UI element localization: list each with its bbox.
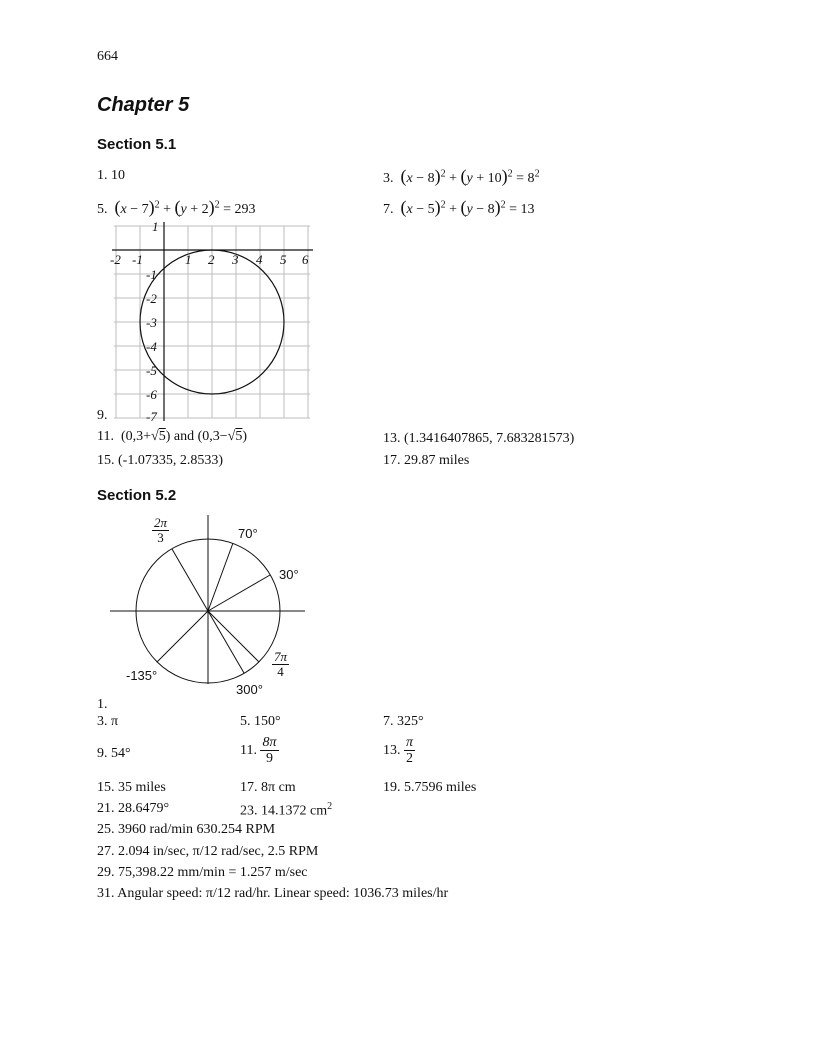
answer-5-2-15: 15. 35 miles <box>97 780 166 795</box>
answer-5-2-29: 29. 75,398.22 mm/min = 1.257 m/sec <box>97 865 308 880</box>
answer-5-1-11 <box>97 429 247 445</box>
fraction <box>272 650 289 680</box>
answer-5-1-13: 13. (1.3416407865, 7.683281573) <box>383 431 575 446</box>
answer-5-2-23 <box>240 801 332 820</box>
answer-5-2-27: 27. 2.094 in/sec, π/12 rad/sec, 2.5 RPM <box>97 844 319 859</box>
exponent: 2 <box>327 801 333 812</box>
answer-5-2-5: 5. 150° <box>240 714 281 729</box>
y-tick-label: -1 <box>146 267 157 282</box>
answer-5-2-19: 19. 5.7596 miles <box>383 780 477 795</box>
x-tick-label: 5 <box>280 252 287 267</box>
circle-graph <box>110 220 315 422</box>
y-tick-label: 1 <box>152 220 159 234</box>
fraction <box>152 516 169 546</box>
answer-label: 7. <box>383 202 394 217</box>
ray-30-degrees <box>208 575 270 611</box>
answer-5-1-7 <box>383 197 535 218</box>
answer-5-2-21: 21. 28.6479° <box>97 801 170 816</box>
denominator: 3 <box>157 530 164 546</box>
answer-label: 5. <box>97 202 108 217</box>
angle-label-70: 70° <box>238 526 258 541</box>
answer-5-1-17: 17. 29.87 miles <box>383 453 470 468</box>
answer-5-2-25: 25. 3960 rad/min 630.254 RPM <box>97 822 276 837</box>
equation-5-1-5: $(x - 7)^2 + (y + 2)^2 = 293$ <box>114 197 256 217</box>
denominator: 4 <box>277 664 284 680</box>
equation-5-1-7: $(x - 5)^2 + (y - 8)^2 = 13$ <box>400 197 535 217</box>
x-tick-label: -1 <box>132 252 143 267</box>
answer-5-1-5 <box>97 197 256 218</box>
point-b: (0,3−√5) <box>197 429 248 444</box>
answer-label: 3. <box>383 171 394 186</box>
y-tick-label: -5 <box>146 363 157 378</box>
y-tick-label: -7 <box>146 409 157 422</box>
angle-label-7pi-4 <box>272 650 289 680</box>
fraction <box>260 735 278 767</box>
answer-label: 11. <box>240 743 257 759</box>
point-a: (0,3+√5) <box>117 429 171 444</box>
y-tick-label: -6 <box>146 387 157 402</box>
x-tick-label: 3 <box>232 252 239 267</box>
equation-5-1-3: $(x - 8)^2 + (y + 10)^2 = 8^2$ <box>400 166 540 186</box>
angle-label-neg-135: -135° <box>126 668 158 683</box>
x-tick-label: 2 <box>208 252 215 267</box>
denominator: 9 <box>265 751 273 767</box>
fraction <box>404 735 415 767</box>
angle-label-2pi-3 <box>152 516 169 546</box>
ray-70-degrees <box>208 543 233 611</box>
numerator: 7π <box>274 649 288 664</box>
section-5-1-title: Section 5.1 <box>97 136 177 153</box>
answer-5-2-11 <box>240 735 279 767</box>
x-tick-label: -2 <box>110 252 121 267</box>
y-tick-label: -3 <box>146 315 157 330</box>
ray-2pi-3 <box>172 549 208 611</box>
y-tick-label: -4 <box>146 339 157 354</box>
numerator: π <box>406 735 414 750</box>
answer-label: 11. <box>97 429 114 444</box>
answer-5-2-31: 31. Angular speed: π/12 rad/hr. Linear speed: 1036.73 miles/hr <box>97 886 449 901</box>
x-tick-label: 6 <box>302 252 309 267</box>
x-tick-label: 4 <box>256 252 263 267</box>
answer-5-1-1: 1. 10 <box>97 168 125 183</box>
answer-5-2-13 <box>383 735 415 767</box>
answer-5-2-1: 1. <box>97 697 108 712</box>
answer-5-2-7: 7. 325° <box>383 714 424 729</box>
section-5-2-title: Section 5.2 <box>97 487 177 504</box>
and-word: and <box>173 429 195 444</box>
answer-5-1-3 <box>383 166 540 187</box>
y-tick-label: -2 <box>146 291 157 306</box>
answer-label: 13. <box>383 743 401 759</box>
numerator: 8π <box>262 735 277 750</box>
denominator: 2 <box>406 751 413 767</box>
numerator: 2π <box>154 515 168 530</box>
angle-label-30: 30° <box>279 567 299 582</box>
page-number: 664 <box>97 49 118 64</box>
answer-5-2-3: 3. π <box>97 714 119 729</box>
answer-5-1-9: 9. <box>97 408 108 423</box>
angle-label-300: 300° <box>236 682 263 697</box>
answer-5-2-9: 9. 54° <box>97 746 131 761</box>
x-tick-label: 1 <box>185 252 192 267</box>
answer-5-2-17: 17. 8π cm <box>240 780 296 795</box>
chapter-title: Chapter 5 <box>97 94 190 116</box>
answer-text: 23. 14.1372 cm <box>240 803 328 819</box>
ray-neg-135-degrees <box>157 611 208 662</box>
answer-5-1-15: 15. (-1.07335, 2.8533) <box>97 453 223 468</box>
